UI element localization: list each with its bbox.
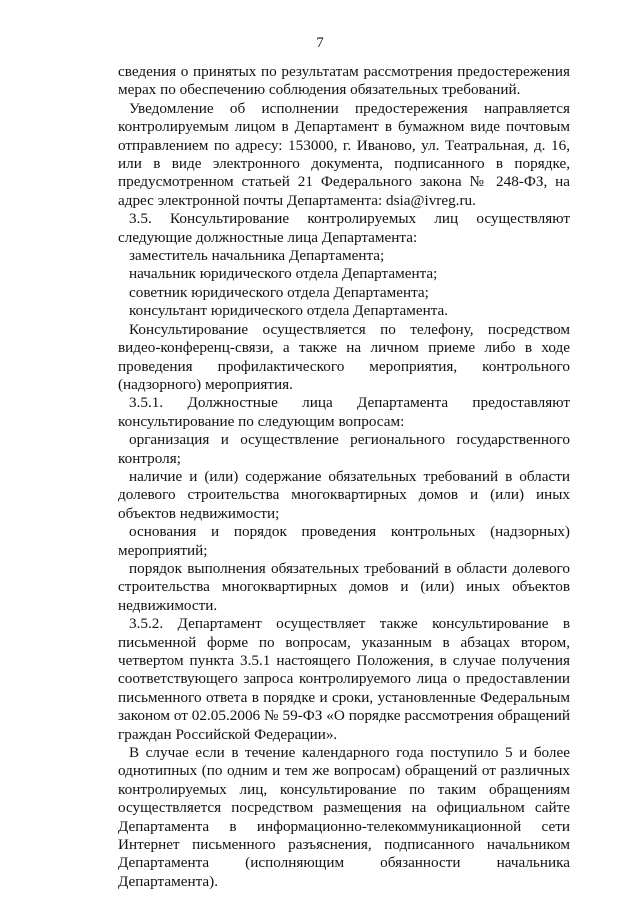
- paragraph-3-5: 3.5. Консультирование контролируемых лиц осуществляют следующие должностные лица Департамента:: [118, 210, 570, 246]
- document-body: [118, 63, 570, 891]
- list-item-legal-head: начальник юридического отдела Департамента;: [129, 265, 438, 283]
- list-item-procedure: порядок выполнения обязательных требований в области долевого строительства многоквартирных домов и (или) иных объектов недвижимости.: [118, 559, 570, 614]
- list-item-organization: организация и осуществление регионального государственного контроля;: [118, 431, 570, 467]
- list-item-grounds: основания и порядок проведения контрольных (надзорных) мероприятий;: [118, 523, 570, 559]
- paragraph-repeated-requests: В случае если в течение календарного года поступило 5 и более однотипных (по одним и тем же вопросам) обращений от различных контролируемых лиц, консультирование по таким обращениям осуществляется посредством размещения на официальном сайте Департамента в информационно-телекоммуникационной сети Интернет письменного разъяснения, подписанного начальником Департамента (исполняющим обязанности начальника Департамента).: [118, 744, 570, 890]
- paragraph-continuation: сведения о принятых по результатам рассмотрения предостережения мерах по обеспечению соблюдения обязательных требований.: [118, 63, 570, 99]
- paragraph-3-5-1: 3.5.1. Должностные лица Департамента предоставляют консультирование по следующим вопросам:: [118, 394, 570, 430]
- paragraph-3-5-2: 3.5.2. Департамент осуществляет также консультирование в письменной форме по вопросам, указанным в абзацах втором, четвертом пункта 3.5.1 настоящего Положения, в случае получения соответствующего запроса контролируемого лица о предоставлении письменного ответа в порядке и сроки, установленные Федеральным законом от 02.05.2006 № 59-ФЗ «О порядке рассмотрения обращений граждан Российской Федерации».: [118, 615, 570, 743]
- list-item-legal-consultant: консультант юридического отдела Департамента.: [129, 302, 449, 320]
- list-item-requirements: наличие и (или) содержание обязательных требований в области долевого строительства многоквартирных домов и (или) иных объектов недвижимости;: [118, 467, 570, 522]
- list-item-deputy-head: заместитель начальника Департамента;: [129, 247, 385, 265]
- page-number: 7: [316, 35, 324, 51]
- paragraph-notification: Уведомление об исполнении предостережения направляется контролируемым лицом в Департамент в бумажном виде почтовым отправлением по адресу: 153000, г. Иваново, ул. Театральная, д. 16, или в виде электронного документа, подписанного в порядке, предусмотренном статьей 21 Федерального закона № 248-ФЗ, на адрес электронной почты Департамента: dsia@ivreg.ru.: [118, 99, 570, 209]
- list-item-legal-advisor: советник юридического отдела Департамента;: [129, 283, 429, 301]
- paragraph-consulting-methods: Консультирование осуществляется по телефону, посредством видео-конференц-связи, а также на личном приеме либо в ходе проведения профилактического мероприятия, контрольного (надзорного) мероприятия.: [118, 320, 570, 393]
